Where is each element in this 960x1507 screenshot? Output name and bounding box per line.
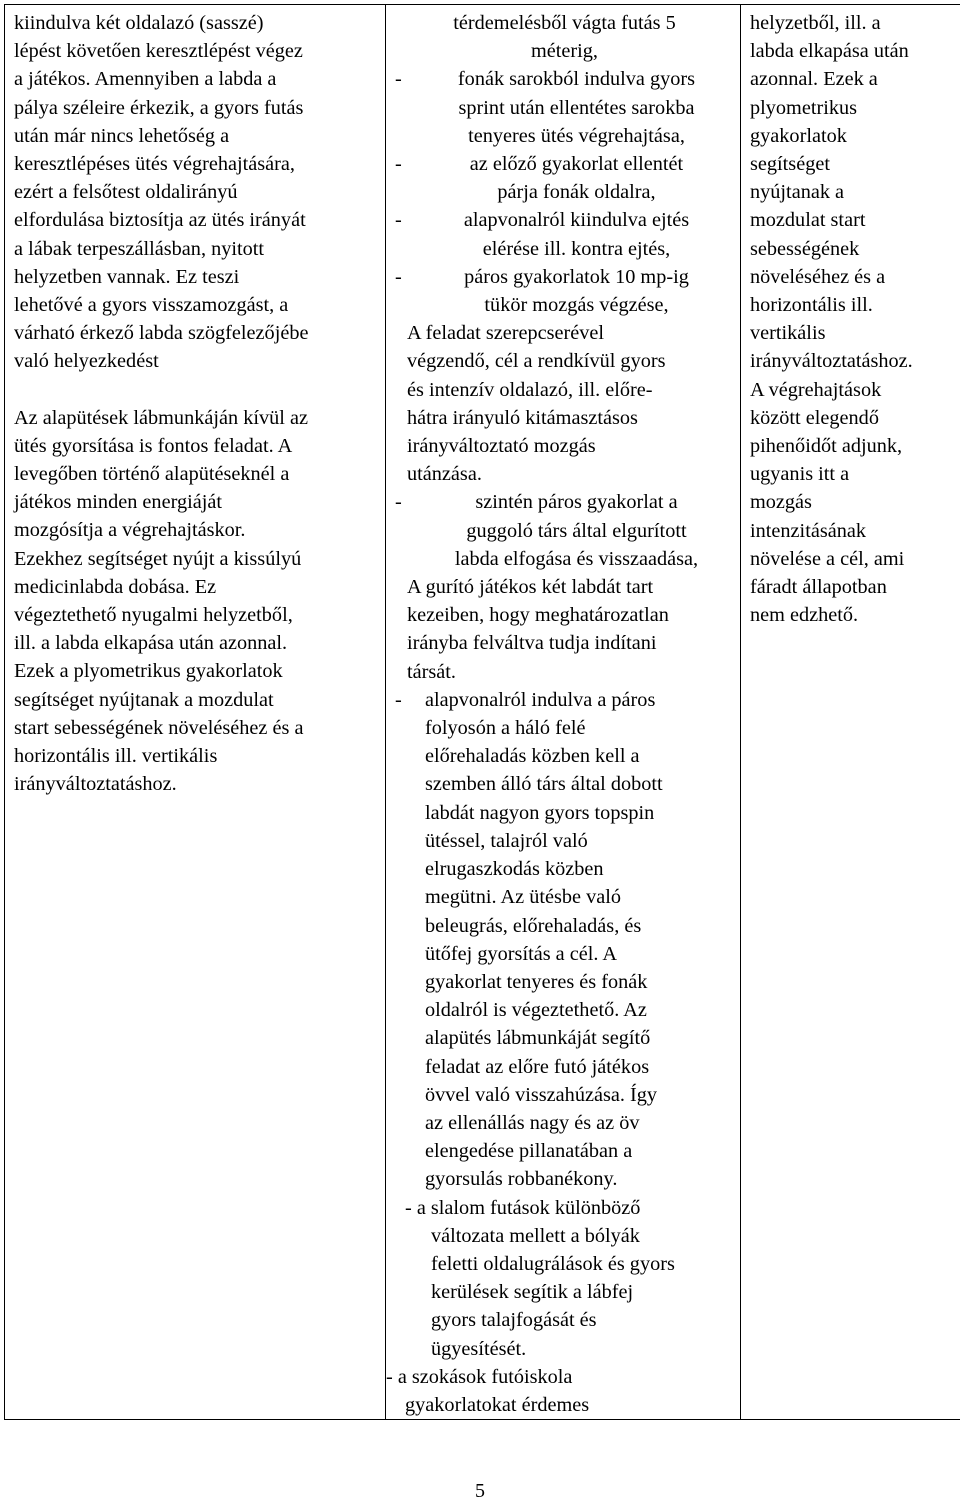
text-line: játékos minden energiáját — [14, 491, 223, 514]
text-line: tenyeres ütés végrehajtása, — [468, 124, 685, 147]
intro-text — [395, 9, 734, 65]
column-2-text — [386, 5, 740, 1419]
list-item-first-line: - a szokások futóiskola — [386, 1365, 573, 1388]
text-line: ütés gyorsítása is fontos feladat. A — [14, 434, 293, 457]
text-line: feladat az előre futó játékos — [425, 1055, 650, 1078]
text-line: ütőfej gyorsítás a cél. A — [425, 942, 618, 965]
text-line: medicinlabda dobása. Ez — [14, 575, 217, 598]
text-line: ezért a felsőtest oldalirányú — [14, 181, 238, 204]
text-line: mozgás — [750, 491, 812, 514]
column-1-paragraph-1 — [14, 9, 377, 376]
column-1-text — [5, 5, 385, 798]
text-line: folyosón a háló felé — [425, 717, 586, 740]
text-line: sebességének — [750, 237, 860, 260]
list-dash: - — [395, 491, 402, 514]
text-line: oldalról is végeztethető. Az — [425, 999, 647, 1022]
list-item-first-line: - a slalom futások különböző — [405, 1196, 641, 1219]
text-line: kezeiben, hogy meghatározatlan — [407, 604, 669, 627]
text-line: gyorsulás robbanékony. — [425, 1168, 618, 1191]
text-line: A végrehajtások — [750, 378, 882, 401]
content-table — [4, 4, 960, 1420]
text-line: szintén páros gyakorlat a — [475, 491, 678, 514]
text-line: intenzitásának — [750, 519, 867, 542]
list-item-text — [419, 488, 734, 573]
text-line: között elegendő — [750, 406, 879, 429]
column-1-paragraph-2 — [14, 404, 377, 799]
page-number: 5 — [475, 1480, 485, 1502]
text-line: nem edzhető. — [750, 604, 859, 627]
text-line: való helyezkedést — [14, 350, 159, 373]
text-line: ugyanis itt a — [750, 463, 850, 486]
list-item — [395, 488, 734, 573]
list-item-text — [419, 150, 734, 206]
text-line: elengedése pillanatában a — [425, 1140, 633, 1163]
text-line: elérése ill. kontra ejtés, — [482, 237, 671, 260]
text-line: irányváltoztatáshoz. — [750, 350, 913, 373]
text-line: pihenőidőt adjunk, — [750, 435, 903, 458]
text-line: végeztethető nyugalmi helyzetből, — [14, 604, 293, 627]
text-line: a játékos. Amennyiben a labda a — [14, 68, 277, 91]
list-item-text — [419, 686, 734, 1194]
text-line: ütéssel, talajról való — [425, 829, 588, 852]
text-line: A feladat szerepcserével — [407, 322, 605, 345]
text-line: végzendő, cél a rendkívül gyors — [407, 350, 666, 373]
text-line: mozdulat start — [750, 209, 866, 232]
text-line: méterig, — [530, 40, 598, 63]
text-line: kiindulva két oldalazó (sasszé) — [14, 12, 264, 34]
list-item-text — [395, 1222, 734, 1363]
text-line: lépést követően keresztlépést végez — [14, 40, 303, 63]
text-line: elfordulása biztosítja az ütés irányát — [14, 209, 306, 232]
text-line: tükör mozgás végzése, — [484, 294, 669, 317]
list-dash: - — [395, 153, 402, 176]
text-line: fáradt állapotban — [750, 576, 887, 599]
text-line: Ezekhez segítséget nyújt a kissúlyú — [14, 547, 302, 570]
text-line: szemben álló társ által dobott — [425, 773, 663, 796]
text-line: változata mellett a bólyák — [431, 1224, 640, 1247]
column-3-paragraph — [750, 9, 956, 629]
text-line: ill. a labda elkapása után azonnal. — [14, 632, 288, 655]
text-line: levegőben történő alapütéseknél a — [14, 463, 290, 486]
text-line: segítséget — [750, 153, 830, 176]
text-line: előrehaladás közben kell a — [425, 745, 640, 768]
text-line: és intenzív oldalazó, ill. előre- — [407, 378, 653, 401]
text-line: az ellenállás nagy és az öv — [425, 1111, 640, 1134]
text-line: segítséget nyújtanak a mozdulat — [14, 688, 274, 711]
list-item-slalom — [395, 1194, 734, 1363]
text-line: azonnal. Ezek a — [750, 68, 878, 91]
text-line: keresztlépéses ütés végrehajtására, — [14, 153, 295, 176]
text-line: párja fonák oldalra, — [497, 181, 656, 204]
list-item-school — [386, 1363, 734, 1419]
text-line: irányváltoztató mozgás — [407, 435, 596, 458]
text-line: a lábak terpeszállásban, nyitott — [14, 237, 265, 260]
column-1-cell — [5, 5, 386, 1420]
text-line: gyakorlatokat érdemes — [405, 1393, 590, 1416]
text-line: az előző gyakorlat ellentét — [469, 153, 684, 176]
text-line: helyzetből, ill. a — [750, 12, 881, 34]
text-line: utánzása. — [407, 463, 482, 486]
list-item-text — [419, 206, 734, 262]
text-line: irányváltoztatáshoz. — [14, 773, 177, 796]
list-item — [395, 686, 734, 1194]
text-line: páros gyakorlatok 10 mp-ig — [464, 265, 689, 288]
text-line: feletti oldalugrálások és gyors — [431, 1252, 675, 1275]
text-line: pálya széleire érkezik, a gyors futás — [14, 96, 304, 119]
text-line: nyújtanak a — [750, 181, 845, 204]
list-item — [395, 150, 734, 206]
text-line: helyzetben vannak. Ez teszi — [14, 265, 240, 288]
text-line: övvel való visszahúzása. Így — [425, 1083, 658, 1106]
text-line: ügyesítését. — [431, 1337, 527, 1360]
text-line: Ezek a plyometrikus gyakorlatok — [14, 660, 283, 683]
list-item — [395, 263, 734, 319]
text-line: A gurító játékos két labdát tart — [407, 576, 654, 599]
list-dash: - — [395, 209, 402, 232]
text-line: plyometrikus — [750, 96, 858, 119]
text-line: fonák sarokból indulva gyors — [457, 68, 696, 91]
text-line: alapvonalról kiindulva ejtés — [463, 209, 690, 232]
text-line: gyors talajfogását és — [431, 1309, 597, 1332]
list-item — [395, 206, 734, 262]
text-line: lehetővé a gyors visszamozgást, a — [14, 294, 289, 317]
text-line: megütni. Az ütésbe való — [425, 886, 622, 909]
text-line: vertikális — [750, 322, 826, 345]
text-line: kerülések segítik a lábfej — [431, 1281, 634, 1304]
list-dash: - — [395, 688, 402, 711]
list-dash: - — [395, 68, 402, 91]
text-line: térdemelésből vágta futás 5 — [453, 12, 676, 34]
text-line: guggoló társ által elgurított — [466, 519, 687, 542]
text-line: labdát nagyon gyors topspin — [425, 801, 655, 824]
text-line: után már nincs lehetőség a — [14, 124, 230, 147]
list-dash: - — [395, 265, 402, 288]
text-line: hátra irányuló kitámasztásos — [407, 406, 638, 429]
column-2-cell — [386, 5, 741, 1420]
text-line: alapvonalról indulva a páros — [425, 688, 656, 711]
column-3-cell — [741, 5, 960, 1420]
text-line: labda elfogása és visszaadása, — [454, 547, 699, 570]
table-row — [5, 5, 960, 1420]
text-line: Az alapütések lábmunkáján kívül az — [14, 406, 308, 429]
text-line: sprint után ellentétes sarokba — [458, 96, 695, 119]
text-line: labda elkapása után — [750, 40, 909, 63]
text-line: társát. — [407, 660, 456, 683]
text-line: várható érkező labda szögfelezőjébe — [14, 322, 309, 345]
text-line: gyakorlat tenyeres és fonák — [425, 970, 648, 993]
paragraph-role-change — [395, 319, 734, 488]
list-item — [395, 65, 734, 150]
list-item-text — [419, 263, 734, 319]
text-line: növeléséhez és a — [750, 265, 886, 288]
text-line: mozgósítja a végrehajtáskor. — [14, 519, 246, 542]
text-line: növelése a cél, ami — [750, 547, 905, 570]
text-line: horizontális ill. — [750, 294, 873, 317]
column-3-text — [741, 5, 960, 629]
text-line: horizontális ill. vertikális — [14, 745, 218, 768]
text-line: gyakorlatok — [750, 124, 847, 147]
text-line: beleugrás, előrehaladás, és — [425, 914, 642, 937]
paragraph-roller — [395, 573, 734, 686]
text-line: start sebességének növeléséhez és a — [14, 716, 304, 739]
text-line: alapütés lábmunkáját segítő — [425, 1027, 651, 1050]
text-line: irányba felváltva tudja indítani — [407, 632, 657, 655]
text-line: elrugaszkodás közben — [425, 858, 604, 881]
list-item-text — [419, 65, 734, 150]
list-item-text — [395, 1391, 734, 1419]
